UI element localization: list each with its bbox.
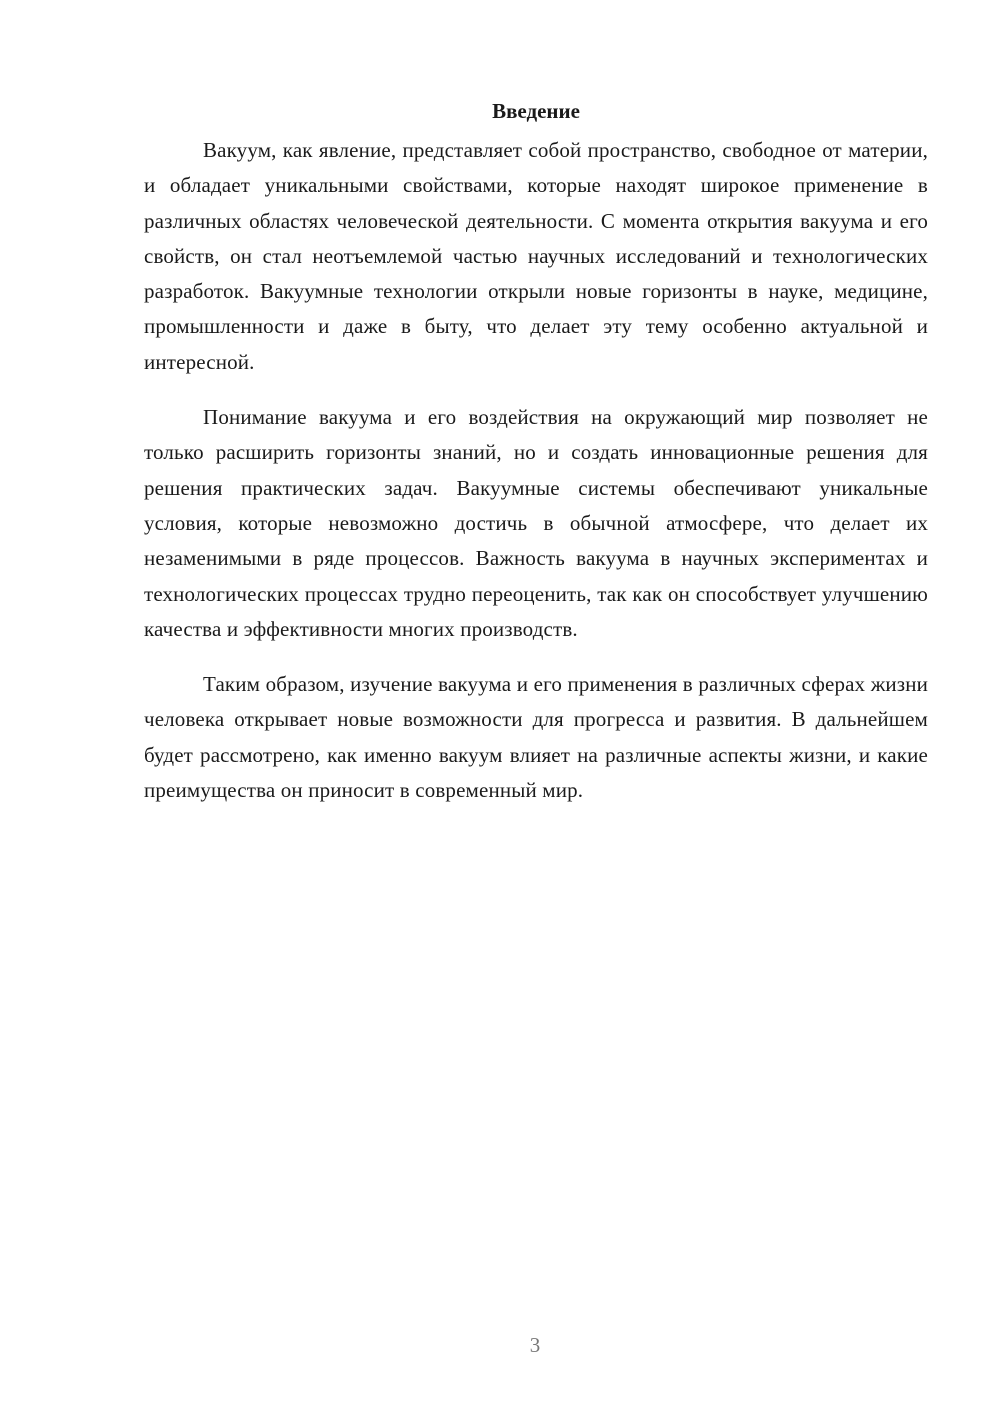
page-number: 3	[529, 1333, 541, 1357]
paragraph-2: Понимание вакуума и его воздействия на окружающий мир позволяет не только расширить горизонты знаний, но и создать инновационные решения для решения практических задач. Вакуумные системы обеспечивают уникальные условия, которые невозможно достичь в обычной атмосфере, что делает их незаменимыми в ряде процессов. Важность вакуума в научных экспериментах и технологических процессах трудно переоценить, так как он способствует улучшению качества и эффективности многих производств.	[144, 405, 928, 641]
section-heading: Введение	[492, 99, 580, 123]
paragraph-3: Таким образом, изучение вакуума и его применения в различных сферах жизни человека открывает новые возможности для прогресса и развития. В дальнейшем будет рассмотрено, как именно вакуум влияет на различные аспекты жизни, и какие преимущества он приносит в современный мир.	[144, 672, 928, 803]
page-content	[144, 96, 928, 828]
paragraph-1: Вакуум, как явление, представляет собой пространство, свободное от материи, и обладает уникальными свойствами, которые находят широкое применение в различных областях человеческой деятельности. С момента открытия вакуума и его свойств, он стал неотъемлемой частью научных исследований и технологических разработок. Вакуумные технологии открыли новые горизонты в науке, медицине, промышленности и даже в быту, что делает эту тему особенно актуальной и интересной.	[144, 138, 928, 374]
